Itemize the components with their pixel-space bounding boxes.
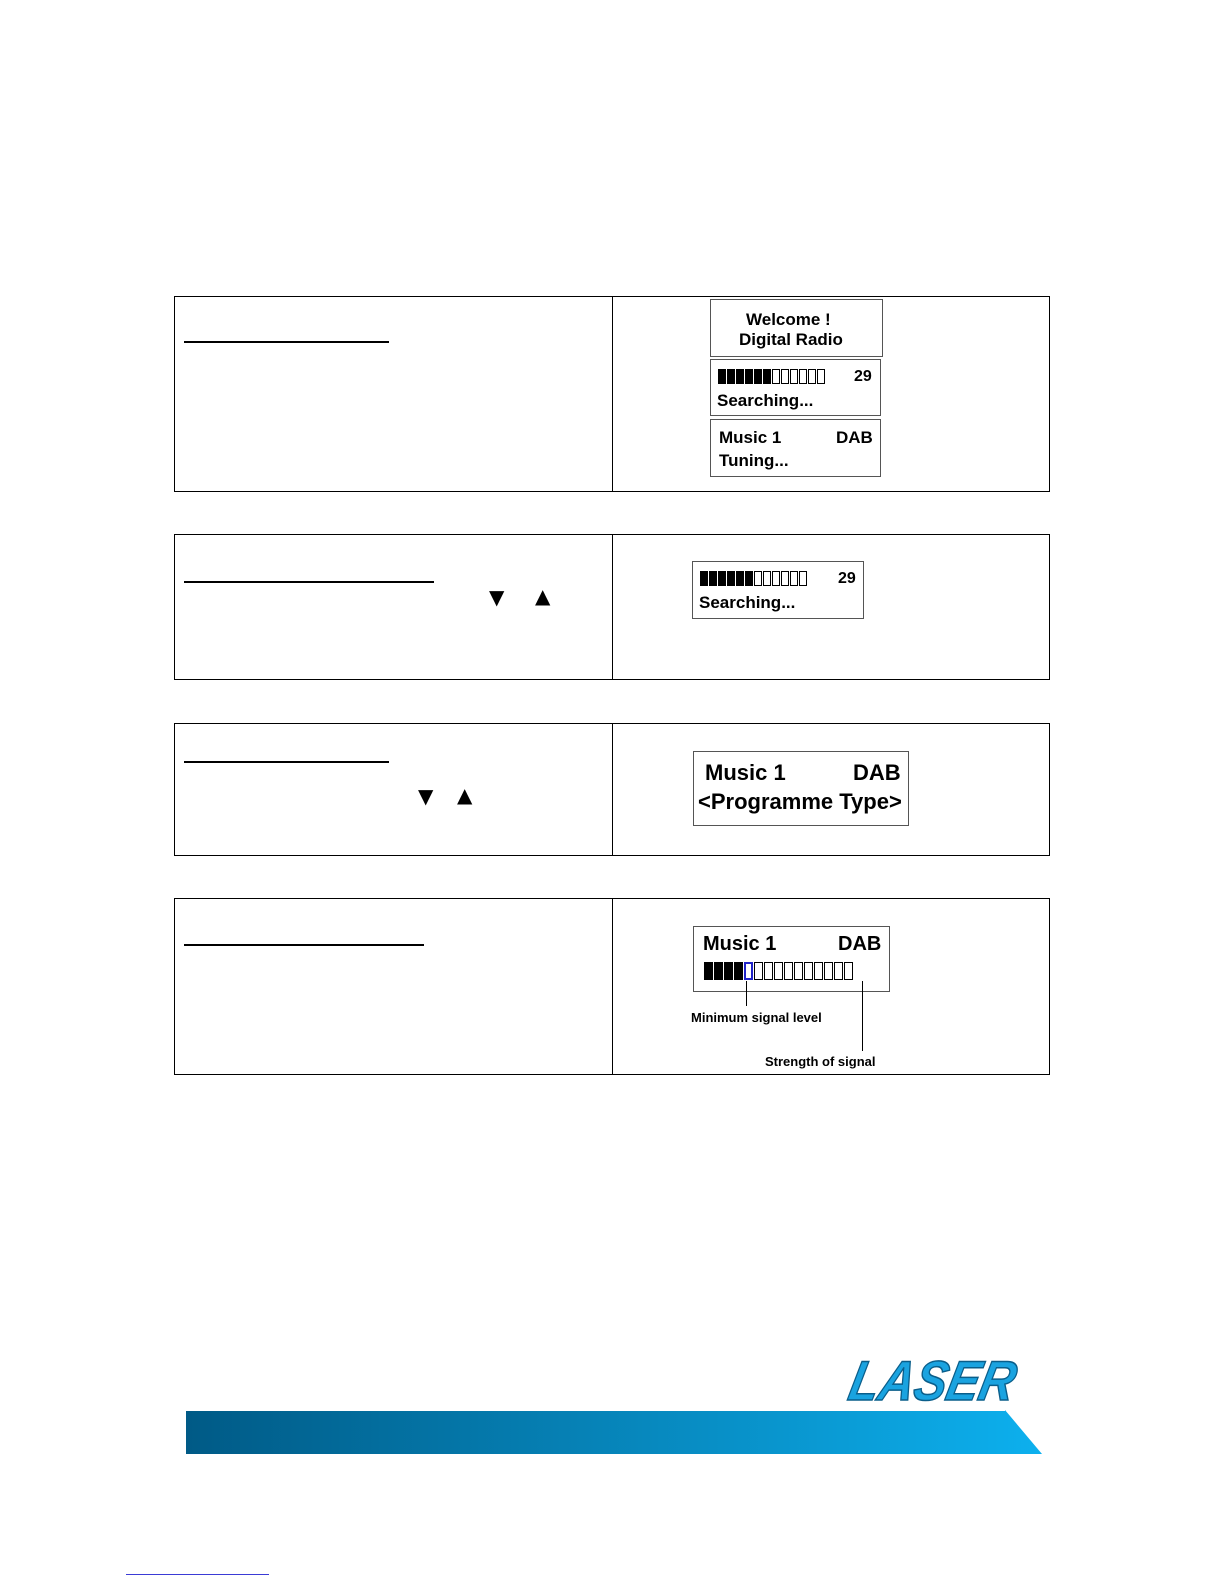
search-progress-bar — [700, 571, 807, 586]
signal-segment — [834, 962, 843, 980]
section-1 — [174, 296, 1050, 492]
lcd-screen-signal — [693, 926, 890, 992]
signal-segment — [824, 962, 833, 980]
signal-segment — [744, 962, 753, 980]
station-count: 29 — [838, 570, 856, 587]
column-divider — [612, 535, 613, 679]
progress-segment — [790, 571, 798, 586]
signal-segment — [724, 962, 733, 980]
mode-label: DAB — [838, 933, 882, 955]
laser-logo-text: LASER — [843, 1349, 1047, 1412]
station-name: Music 1 — [719, 428, 782, 447]
lcd-screen-programme-type — [693, 751, 909, 826]
search-progress-bar — [718, 369, 825, 384]
signal-segment — [774, 962, 783, 980]
lcd-screen-searching — [710, 359, 881, 416]
progress-segment — [745, 571, 753, 586]
up-arrow-icon: ▲ — [535, 584, 551, 608]
progress-segment — [736, 369, 744, 384]
signal-strength-bar — [704, 962, 853, 980]
progress-segment — [763, 369, 771, 384]
heading-underline — [184, 761, 389, 763]
progress-segment — [754, 571, 762, 586]
heading-underline — [184, 341, 389, 343]
heading-underline — [184, 944, 424, 946]
progress-segment — [700, 571, 708, 586]
progress-segment — [745, 369, 753, 384]
lcd-screen-tuning — [710, 419, 881, 477]
signal-segment — [714, 962, 723, 980]
progress-segment — [754, 369, 762, 384]
progress-segment — [790, 369, 798, 384]
progress-segment — [718, 571, 726, 586]
progress-segment — [727, 571, 735, 586]
signal-segment — [764, 962, 773, 980]
lcd-status-text: Searching... — [717, 391, 814, 410]
lcd-screen-searching — [692, 561, 864, 619]
progress-segment — [799, 571, 807, 586]
column-divider — [612, 724, 613, 855]
station-name: Music 1 — [705, 760, 786, 785]
minimum-signal-label: Minimum signal level — [691, 1010, 822, 1025]
column-divider — [612, 899, 613, 1074]
section-3 — [174, 723, 1050, 856]
footer-link-underline[interactable] — [126, 1574, 269, 1575]
lcd-status-text: Searching... — [699, 593, 796, 612]
footer-banner — [186, 1410, 1042, 1454]
progress-segment — [799, 369, 807, 384]
signal-segment — [734, 962, 743, 980]
progress-segment — [709, 571, 717, 586]
down-arrow-icon: ▼ — [418, 784, 434, 808]
signal-segment — [704, 962, 713, 980]
signal-segment — [794, 962, 803, 980]
signal-segment — [784, 962, 793, 980]
strength-signal-label: Strength of signal — [765, 1054, 876, 1069]
progress-segment — [781, 369, 789, 384]
mode-label: DAB — [853, 760, 901, 785]
down-arrow-icon: ▼ — [489, 585, 505, 609]
signal-segment — [754, 962, 763, 980]
minimum-callout-line — [746, 981, 747, 1006]
progress-segment — [736, 571, 744, 586]
mode-label: DAB — [836, 428, 873, 447]
lcd-line-2: Digital Radio — [739, 330, 843, 349]
progress-segment — [817, 369, 825, 384]
column-divider — [612, 297, 613, 491]
signal-segment — [844, 962, 853, 980]
lcd-line-1: Welcome ! — [746, 310, 831, 329]
signal-segment — [814, 962, 823, 980]
progress-segment — [718, 369, 726, 384]
strength-callout-line — [862, 981, 863, 1051]
station-count: 29 — [854, 368, 872, 385]
progress-segment — [772, 369, 780, 384]
heading-underline — [184, 581, 434, 583]
progress-segment — [727, 369, 735, 384]
progress-segment — [772, 571, 780, 586]
signal-segment — [804, 962, 813, 980]
up-arrow-icon: ▲ — [457, 783, 473, 807]
programme-type-text: <Programme Type> — [698, 789, 902, 814]
lcd-screen-welcome — [710, 299, 883, 357]
progress-segment — [808, 369, 816, 384]
section-4 — [174, 898, 1050, 1075]
station-name: Music 1 — [703, 933, 777, 955]
progress-segment — [763, 571, 771, 586]
section-2 — [174, 534, 1050, 680]
lcd-status-text: Tuning... — [719, 451, 789, 470]
progress-segment — [781, 571, 789, 586]
